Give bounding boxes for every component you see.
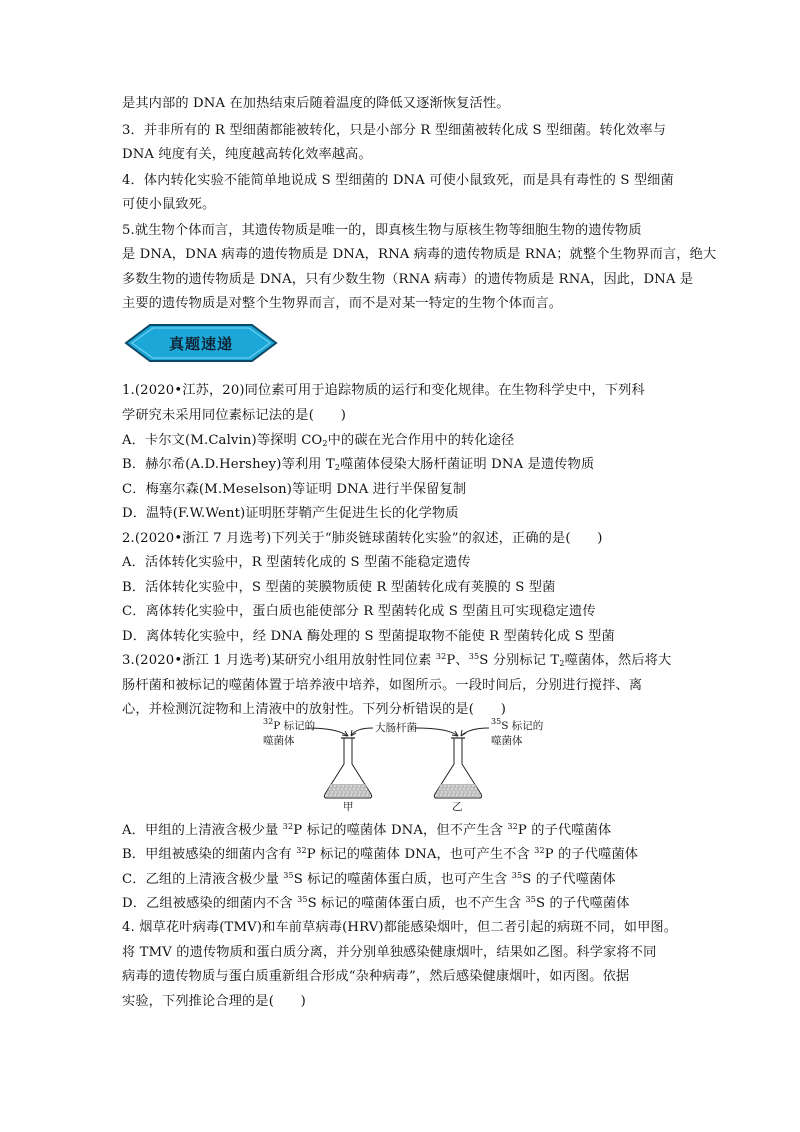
q3-stem: 3.(2020•浙江 1 月选考)某研究小组用放射性同位素 $^{32}$P、$^{35}$S 分别标记 $T_2$噬菌体，然后将大 [122, 652, 672, 668]
q1-option-a: A．卡尔文(M.Calvin)等探明 $CO_2$中的碳在光合作用中的转化途径 [122, 433, 515, 448]
badge-label: 真题速递 [168, 334, 233, 353]
q4-stem: 4. 烟草花叶病毒(TMV)和车前草病毒(HRV)都能感染烟叶，但二者引起的病斑不同，如甲图。 [122, 920, 678, 935]
intro-line: DNA 纯度有关，纯度越高转化效率越高。 [122, 147, 372, 162]
q3-option-d: D．乙组被感染的细菌内不含 $^{35}$S 标记的噬菌体蛋白质，也不产生含 $^{35}$S 的子代噬菌体 [122, 895, 630, 911]
q4-stem: 实验，下列推论合理的是( ) [122, 994, 306, 1009]
right-flask-label: 噬菌体 [491, 735, 523, 747]
q3-stem: 肠杆菌和被标记的噬菌体置于培养液中培养，如图所示。一段时间后，分别进行搅拌、离 [122, 678, 643, 693]
intro-line: 是 DNA，DNA 病毒的遗传物质是 DNA，RNA 病毒的遗传物质是 RNA；就整个生物界而言，绝大 [122, 247, 717, 262]
q1-option-c: C．梅塞尔森(M.Meselson)等证明 DNA 进行半保留复制 [122, 482, 467, 497]
flask-right-shape [434, 738, 481, 798]
intro-line: 4．体内转化实验不能简单地说成 S 型细菌的 DNA 可使小鼠致死，而是具有毒性的 S 型细菌 [122, 173, 674, 188]
q3-option-c: C．乙组的上清液含极少量 $^{35}$S 标记的噬菌体蛋白质，也可产生含 $^{35}$S 的子代噬菌体 [122, 871, 616, 887]
flask-left-caption: 甲 [343, 801, 354, 813]
q4-stem: 病毒的遗传物质与蛋白质重新组合形成“杂种病毒”，然后感染健康烟叶，如丙图。依据 [122, 969, 630, 984]
q1-option-d: D．温特(F.W.Went)证明胚芽鞘产生促进生长的化学物质 [122, 506, 459, 521]
q2-stem: 2.(2020•浙江 7 月选考)下列关于“肺炎链球菌转化实验”的叙述，正确的是( ) [122, 531, 603, 546]
q3-option-b: B．甲组被感染的细菌内含有 $^{32}$P 标记的噬菌体 DNA，也可产生不含 $^{32}$P 的子代噬菌体 [122, 846, 639, 862]
q4-stem: 将 TMV 的遗传物质和蛋白质分离，并分别单独感染健康烟叶，结果如乙图。科学家将不同 [122, 945, 657, 960]
flask-right-caption: 乙 [452, 801, 463, 813]
q3-stem: 心，并检测沉淀物和上清液中的放射性。下列分析错误的是( ) [122, 702, 507, 717]
flask-figure [255, 718, 555, 816]
q2-option-a: A．活体转化实验中，R 型菌转化成的 S 型菌不能稳定遗传 [122, 555, 471, 570]
q3-option-a: A．甲组的上清液含极少量 $^{32}$P 标记的噬菌体 DNA，但不产生含 $^{32}$P 的子代噬菌体 [122, 822, 612, 838]
q1-stem: 学研究未采用同位素标记法的是( ) [122, 408, 346, 423]
center-label: 大肠杆菌 [375, 722, 417, 734]
intro-line: 主要的遗传物质是对整个生物界而言，而不是对某一特定的生物个体而言。 [122, 296, 563, 311]
intro-line: 是其内部的 DNA 在加热结束后随着温度的降低又逐渐恢复活性。 [122, 96, 510, 111]
left-flask-label: $^{32}$P 标记的 [263, 717, 316, 732]
flask-left-shape [324, 738, 371, 798]
left-flask-label: 噬菌体 [263, 735, 295, 747]
q2-option-c: C．离体转化实验中，蛋白质也能使部分 R 型菌转化成 S 型菌且可实现稳定遗传 [122, 604, 596, 619]
q2-option-d: D．离体转化实验中，经 DNA 酶处理的 S 型菌提取物不能使 R 型菌转化成 S 型菌 [122, 629, 615, 644]
intro-line: 5.就生物个体而言，其遗传物质是唯一的，即真核生物与原核生物等细胞生物的遗传物质 [122, 223, 642, 238]
q2-option-b: B．活体转化实验中，S 型菌的荚膜物质使 R 型菌转化成有荚膜的 S 型菌 [122, 580, 556, 595]
q1-option-b: B．赫尔希(A.D.Hershey)等利用 $T_2$噬菌体侵染大肠杆菌证明 DNA 是遗传物质 [122, 457, 595, 472]
intro-line: 3．并非所有的 R 型细菌都能被转化，只是小部分 R 型细菌被转化成 S 型细菌。转化效率与 [122, 123, 667, 138]
q1-stem: 1.(2020•江苏，20)同位素可用于追踪物质的运行和变化规律。在生物科学史中，下列科 [122, 383, 645, 398]
intro-line: 可使小鼠致死。 [122, 197, 216, 212]
intro-line: 多数生物的遗传物质是 DNA，只有少数生物（RNA 病毒）的遗传物质是 RNA，因此，DNA 是 [122, 272, 694, 287]
section-badge [124, 323, 278, 363]
right-flask-label: $^{35}$S 标记的 [491, 717, 544, 732]
